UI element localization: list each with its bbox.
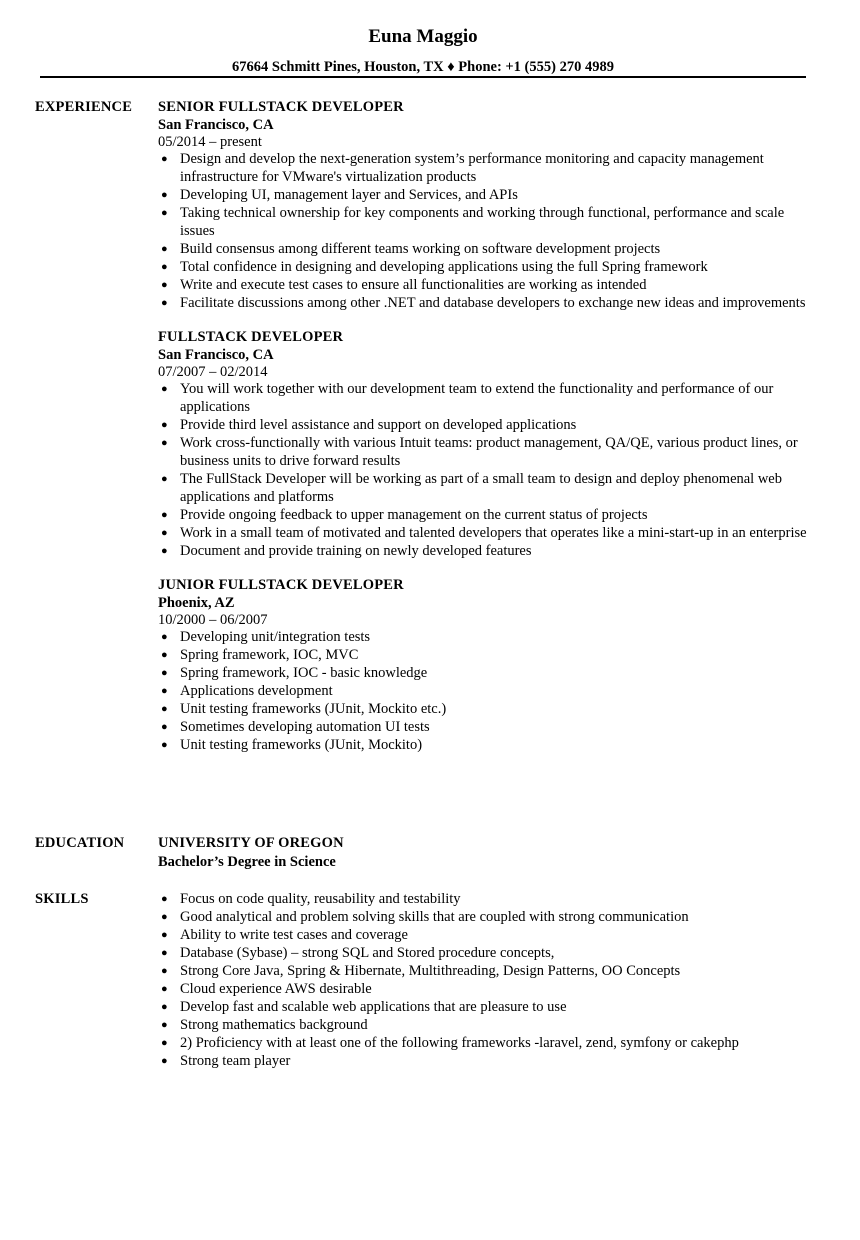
bullet-item: ● Facilitate discussions among other .NET and database developers to exchange new ideas and improvements xyxy=(161,295,806,311)
bullet-icon: ● xyxy=(161,667,168,679)
job-dates: 07/2007 – 02/2014 xyxy=(158,364,268,380)
bullet-icon: ● xyxy=(161,207,168,219)
bullet-icon: ● xyxy=(161,911,168,923)
bullet-icon: ● xyxy=(161,437,168,449)
section-label-education: EDUCATION xyxy=(35,835,125,851)
bullet-icon: ● xyxy=(161,929,168,941)
bullet-icon: ● xyxy=(161,243,168,255)
bullet-item: ● Design and develop the next-generation system’s performance monitoring and capacity management infrastructure for VMware's virtualization products xyxy=(161,151,764,185)
skill-item: ● Focus on code quality, reusability and testability xyxy=(161,891,461,907)
bullet-item: ● Build consensus among different teams working on software development projects xyxy=(161,241,661,257)
bullet-icon: ● xyxy=(161,1001,168,1013)
bullet-icon: ● xyxy=(161,527,168,539)
job-bullets xyxy=(158,150,818,312)
bullet-item: ● Spring framework, IOC, MVC xyxy=(161,647,359,663)
bullet-item: ● Document and provide training on newly developed features xyxy=(161,543,532,559)
bullet-item: ● Taking technical ownership for key components and working through functional, performance and scale issues xyxy=(161,205,785,239)
bullet-icon: ● xyxy=(161,279,168,291)
bullet-item: ● The FullStack Developer will be working as part of a small team to design and deploy phenomenal web applications and platforms xyxy=(161,471,782,505)
skill-item: ● Develop fast and scalable web applications that are pleasure to use xyxy=(161,999,567,1015)
degree: Bachelor’s Degree in Science xyxy=(158,854,336,870)
bullet-icon: ● xyxy=(161,297,168,309)
bullet-item: ● Unit testing frameworks (JUnit, Mockito) xyxy=(161,737,423,753)
header-divider xyxy=(40,76,806,78)
bullet-icon: ● xyxy=(161,419,168,431)
bullet-icon: ● xyxy=(161,473,168,485)
bullet-item: ● Work in a small team of motivated and talented developers that operates like a mini-start-up in an enterprise xyxy=(161,525,807,541)
bullet-icon: ● xyxy=(161,189,168,201)
section-label-experience: EXPERIENCE xyxy=(35,99,133,115)
job-title: JUNIOR FULLSTACK DEVELOPER xyxy=(158,577,404,593)
phone: Phone: +1 (555) 270 4989 xyxy=(458,59,614,75)
job-title: FULLSTACK DEVELOPER xyxy=(158,329,344,345)
bullet-icon: ● xyxy=(161,153,168,165)
bullet-icon: ● xyxy=(161,631,168,643)
job-bullets xyxy=(158,628,818,754)
skill-item: ● Database (Sybase) – strong SQL and Stored procedure concepts, xyxy=(161,945,555,961)
school-name: UNIVERSITY OF OREGON xyxy=(158,835,344,851)
bullet-icon: ● xyxy=(161,545,168,557)
bullet-icon: ● xyxy=(161,947,168,959)
skill-item: ● Strong mathematics background xyxy=(161,1017,368,1033)
bullet-icon: ● xyxy=(161,1055,168,1067)
job-entry xyxy=(158,328,818,560)
bullet-item: ● Provide third level assistance and support on developed applications xyxy=(161,417,577,433)
skill-item: ● Good analytical and problem solving skills that are coupled with strong communication xyxy=(161,909,689,925)
skill-item: ● Strong team player xyxy=(161,1053,291,1069)
bullet-icon: ● xyxy=(161,261,168,273)
skill-item: ● 2) Proficiency with at least one of the following frameworks -laravel, zend, symfony or cakephp xyxy=(161,1035,739,1051)
bullet-item: ● Total confidence in designing and developing applications using the full Spring framework xyxy=(161,259,708,275)
skill-item: ● Ability to write test cases and coverage xyxy=(161,927,408,943)
diamond-separator-icon: ♦ xyxy=(447,59,455,75)
candidate-name: Euna Maggio xyxy=(368,26,478,47)
job-location: San Francisco, CA xyxy=(158,347,274,363)
bullet-item: ● Write and execute test cases to ensure all functionalities are working as intended xyxy=(161,277,647,293)
job-dates: 10/2000 – 06/2007 xyxy=(158,612,268,628)
skills-bullets xyxy=(158,890,818,1070)
bullet-item: ● Sometimes developing automation UI tests xyxy=(161,719,430,735)
bullet-icon: ● xyxy=(161,983,168,995)
job-entry xyxy=(158,98,818,312)
bullet-item: ● Developing UI, management layer and Services, and APIs xyxy=(161,187,518,203)
skill-item: ● Strong Core Java, Spring & Hibernate, Multithreading, Design Patterns, OO Concepts xyxy=(161,963,681,979)
bullet-item: ● Applications development xyxy=(161,683,333,699)
bullet-icon: ● xyxy=(161,383,168,395)
skills-list xyxy=(158,890,818,1070)
bullet-icon: ● xyxy=(161,685,168,697)
job-bullets xyxy=(158,380,818,560)
section-label-skills: SKILLS xyxy=(35,891,89,907)
experience-list xyxy=(158,98,818,770)
bullet-icon: ● xyxy=(161,509,168,521)
bullet-icon: ● xyxy=(161,739,168,751)
skill-item: ● Cloud experience AWS desirable xyxy=(161,981,372,997)
job-dates: 05/2014 – present xyxy=(158,134,262,150)
bullet-icon: ● xyxy=(161,703,168,715)
contact-line xyxy=(0,58,846,76)
education-entry xyxy=(158,834,818,872)
bullet-icon: ● xyxy=(161,893,168,905)
bullet-icon: ● xyxy=(161,649,168,661)
address: 67664 Schmitt Pines, Houston, TX xyxy=(232,59,444,75)
job-location: San Francisco, CA xyxy=(158,117,274,133)
bullet-icon: ● xyxy=(161,721,168,733)
bullet-item: ● Developing unit/integration tests xyxy=(161,629,371,645)
job-entry xyxy=(158,576,818,754)
bullet-icon: ● xyxy=(161,1037,168,1049)
job-title: SENIOR FULLSTACK DEVELOPER xyxy=(158,99,404,115)
bullet-item: ● Unit testing frameworks (JUnit, Mockito etc.) xyxy=(161,701,447,717)
job-location: Phoenix, AZ xyxy=(158,595,235,611)
bullet-icon: ● xyxy=(161,1019,168,1031)
bullet-item: ● Work cross-functionally with various Intuit teams: product management, QA/QE, various product lines, or business units to drive forward results xyxy=(161,435,798,469)
bullet-item: ● You will work together with our development team to extend the functionality and performance of our applications xyxy=(161,381,774,415)
bullet-icon: ● xyxy=(161,965,168,977)
bullet-item: ● Spring framework, IOC - basic knowledge xyxy=(161,665,428,681)
bullet-item: ● Provide ongoing feedback to upper management on the current status of projects xyxy=(161,507,648,523)
